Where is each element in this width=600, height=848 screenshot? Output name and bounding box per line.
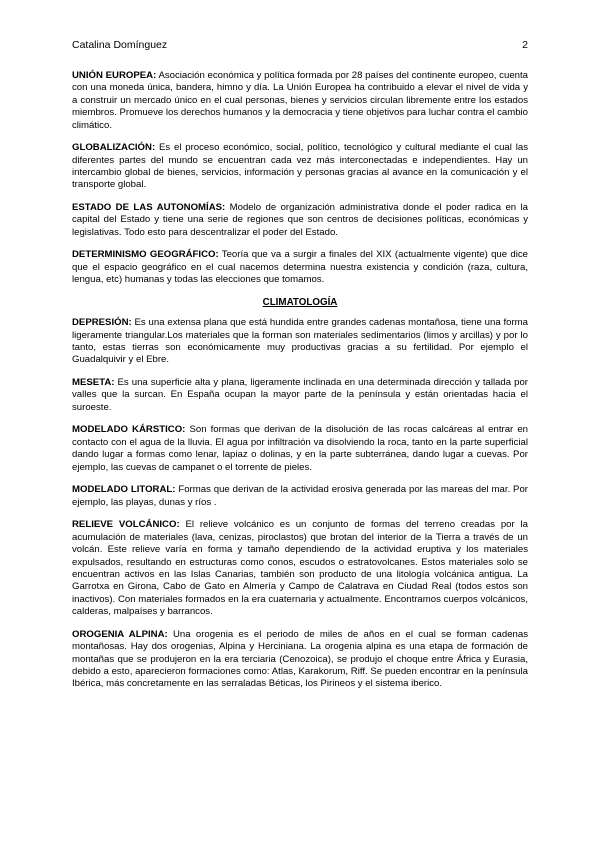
author-name: Catalina Domínguez <box>72 39 168 51</box>
definition-paragraph-union-europea <box>72 70 528 132</box>
definition-paragraph-determinismo-geografico <box>72 249 528 286</box>
definition-term: UNIÓN EUROPEA: <box>72 70 157 81</box>
page-number: 2 <box>522 39 528 51</box>
definition-term: MODELADO LITORAL: <box>72 484 176 496</box>
definition-paragraph-globalizacion <box>72 142 528 192</box>
definition-term: RELIEVE VOLCÁNICO: <box>72 519 180 531</box>
definition-paragraph-modelado-karstico <box>72 424 528 474</box>
definition-text: Es una extensa plana que está hundida entre grandes cadenas montañosa, tiene una forma ligeramente triangular.Los materiales que la forman son materiales sedimentarios (limos y arcillas) y por lo tanto, estas tierras son económicamente muy productivas gracias a su fertilidad. Por ejemplo el Guadalquivir y el Ebre. <box>72 317 528 366</box>
definition-text: Teoría que va a surgir a finales del XIX (actualmente vigente) que dice que el espacio geográfico en el cual nacemos determina nuestra existencia y condición (raza, cultura, lengua, etc) humanas y todas las elecciones que tomamos. <box>72 249 528 286</box>
section-title-climatologia: CLIMATOLOGÍA <box>262 296 338 308</box>
definition-paragraph-relieve-volcanico <box>72 519 528 618</box>
definition-paragraph-meseta <box>72 377 528 414</box>
definition-term: GLOBALIZACIÓN: <box>72 142 156 154</box>
definition-paragraph-depresion <box>72 317 528 367</box>
definition-text: Son formas que derivan de la disolución de las rocas calcáreas al entrar en contacto con el agua de la lluvia. El agua por infiltración va disolviendo la roca, tanto en la parte superficial dando lugar a formas como lenar, lapiaz o dolinas, y en la parte subterránea, dando lugar a cuevas. Por ejemplo, las cuevas de campanet o el torrente de pieles. <box>72 424 529 473</box>
definition-term: MODELADO KÁRSTICO: <box>72 424 186 436</box>
document-body <box>72 70 528 701</box>
definition-term: DETERMINISMO GEOGRÁFICO: <box>72 249 219 261</box>
definition-term: DEPRESIÓN: <box>72 317 132 329</box>
definition-text: Es el proceso económico, social, político, tecnológico y cultural mediante el cual las diferentes partes del mundo se encuentran cada vez más interconectadas e independientes. Hay un intercambio global de bienes, servicios, información y personas gracias al avance en la comunicación y el transporte global. <box>72 142 528 191</box>
definition-text: Es una superficie alta y plana, ligeramente inclinada en una determinada dirección y tallada por valles que la surcan. En España ocupan la mayor parte de la península y están orientadas hacia el suroeste. <box>72 377 528 413</box>
definition-term: ESTADO DE LAS AUTONOMÍAS: <box>72 202 226 214</box>
page-header <box>72 38 528 52</box>
definition-text: Modelo de organización administrativa donde el poder radica en la capital del Estado y tiene una serie de regiones que son centros de decisiones políticas, económicas y legislativas. Todo esto para descentralizar el poder del Estado. <box>72 202 528 238</box>
definition-paragraph-orogenia-alpina <box>72 629 528 691</box>
definition-term: MESETA: <box>72 377 115 389</box>
definition-text: Asociación económica y política formada por 28 países del continente europeo, cuenta con una moneda única, bandera, himno y día. La Unión Europea ha contribuido a elevar el nivel de vida y a construir un mercado único en el cual personas, bienes y servicios circulan libremente entre los estados miembros. Promueve los derechos humanos y la democracia y tiene objetivos para luchar contra el cambio climático. <box>72 70 528 131</box>
definition-paragraph-modelado-litoral <box>72 484 528 509</box>
definition-paragraph-estado-autonomias <box>72 202 528 239</box>
definition-text: El relieve volcánico es un conjunto de formas del terreno creadas por la acumulación de materiales (lava, cenizas, piroclastos) que brotan del interior de la Tierra a través de un volcán. Este relieve varía en forma y tamaño dependiendo de la actividad eruptiva y los materiales expulsados, resultando en estructuras como conos, escudos o estratovolcanes. Estos materiales solo se encuentran activos en las Islas Canarias, también son producto de una litología volcánica antigua. La Garrotxa en Girona, Cabo de Gato en Almería y Campo de Calatrava en Ciudad Real (todos estos son inactivos). Con materiales formados en la era cuaternaria y actualmente. Encontramos cuerpos volcánicos, calderas, malpaíses y barrancos. <box>72 519 528 618</box>
definition-text: Formas que derivan de la actividad erosiva generada por las mareas del mar. Por ejemplo, las playas, dunas y ríos . <box>72 484 528 508</box>
definition-text: Una orogenia es el periodo de miles de años en el cual se forman cadenas montañosas. Hay dos orogenias, Alpina y Herciniana. La orogenia alpina es una etapa de formación de montañas que se produjeron en la era terciaria (Cenozoica), se produjo el choque entre África y Eurasia, debido a esto, aparecieron formaciones como: Atlas, Karakorum, Riff. Se pueden encontrar en la península Ibérica, más concretamente en las serraladas Béticas, los Pirineos y el sistema iberico. <box>72 628 529 690</box>
definition-term: OROGENIA ALPINA: <box>72 628 168 640</box>
